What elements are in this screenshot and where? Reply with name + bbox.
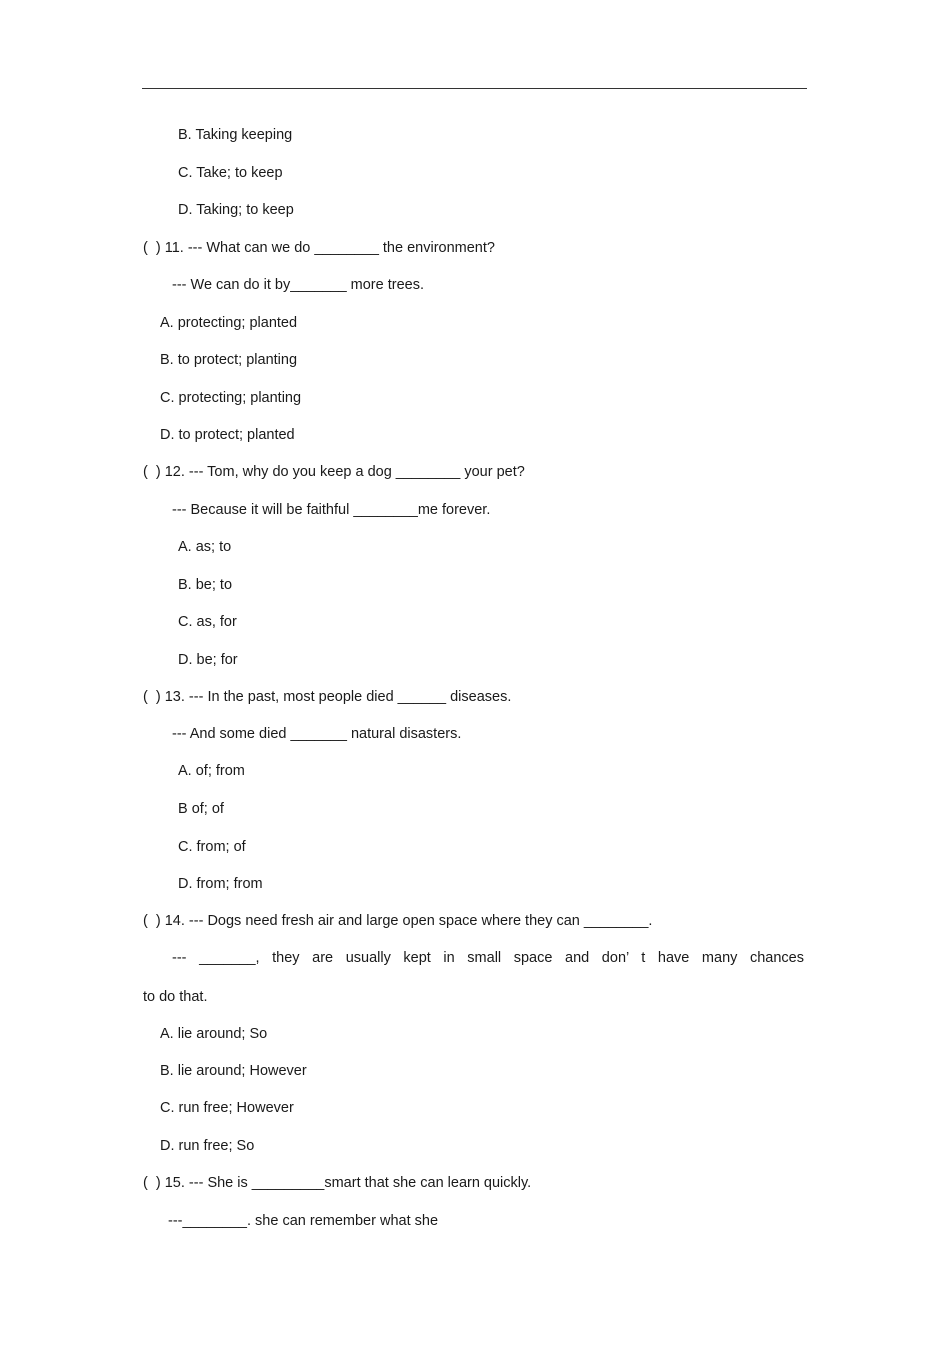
q11-reply: --- We can do it by_______ more trees.: [172, 277, 424, 293]
q11-option-b: B. to protect; planting: [160, 352, 298, 368]
q13-reply: --- And some died _______ natural disasters.: [172, 726, 462, 742]
q13-stem: ( ) 13. --- In the past, most people died ______ diseases.: [143, 689, 512, 705]
q13-option-b: B of; of: [178, 801, 224, 817]
q11-option-a: A. protecting; planted: [160, 315, 298, 331]
q11-stem: ( ) 11. --- What can we do ________ the environment?: [143, 240, 495, 256]
q12-option-c: C. as, for: [178, 614, 237, 630]
q12-option-b: B. be; to: [178, 577, 233, 593]
q15-reply: ---________. she can remember what she: [168, 1213, 439, 1229]
q14-reply-line2: to do that.: [143, 989, 208, 1005]
q13-option-d: D. from; from: [178, 876, 263, 892]
q14-reply-line1: --- _______, they are usually kept in small space and don’ t have many chances: [172, 950, 804, 966]
q10-option-d: D. Taking; to keep: [178, 202, 294, 218]
q12-stem: ( ) 12. --- Tom, why do you keep a dog ________ your pet?: [143, 464, 525, 480]
q11-option-d: D. to protect; planted: [160, 427, 295, 443]
q13-option-c: C. from; of: [178, 839, 246, 855]
q13-option-a: A. of; from: [178, 763, 245, 779]
q12-reply: --- Because it will be faithful ________me forever.: [172, 502, 491, 518]
q12-option-d: D. be; for: [178, 652, 238, 668]
q14-option-b: B. lie around; However: [160, 1063, 307, 1079]
q10-option-b: B. Taking keeping: [178, 127, 293, 143]
q12-option-a: A. as; to: [178, 539, 232, 555]
header-rule: [142, 88, 807, 89]
q14-option-d: D. run free; So: [160, 1138, 255, 1154]
q14-stem: ( ) 14. --- Dogs need fresh air and large open space where they can ________.: [143, 913, 653, 929]
q14-option-a: A. lie around; So: [160, 1026, 268, 1042]
q15-stem: ( ) 15. --- She is _________smart that she can learn quickly.: [143, 1175, 532, 1191]
q10-option-c: C. Take; to keep: [178, 165, 283, 181]
q11-option-c: C. protecting; planting: [160, 390, 302, 406]
q14-option-c: C. run free; However: [160, 1100, 294, 1116]
